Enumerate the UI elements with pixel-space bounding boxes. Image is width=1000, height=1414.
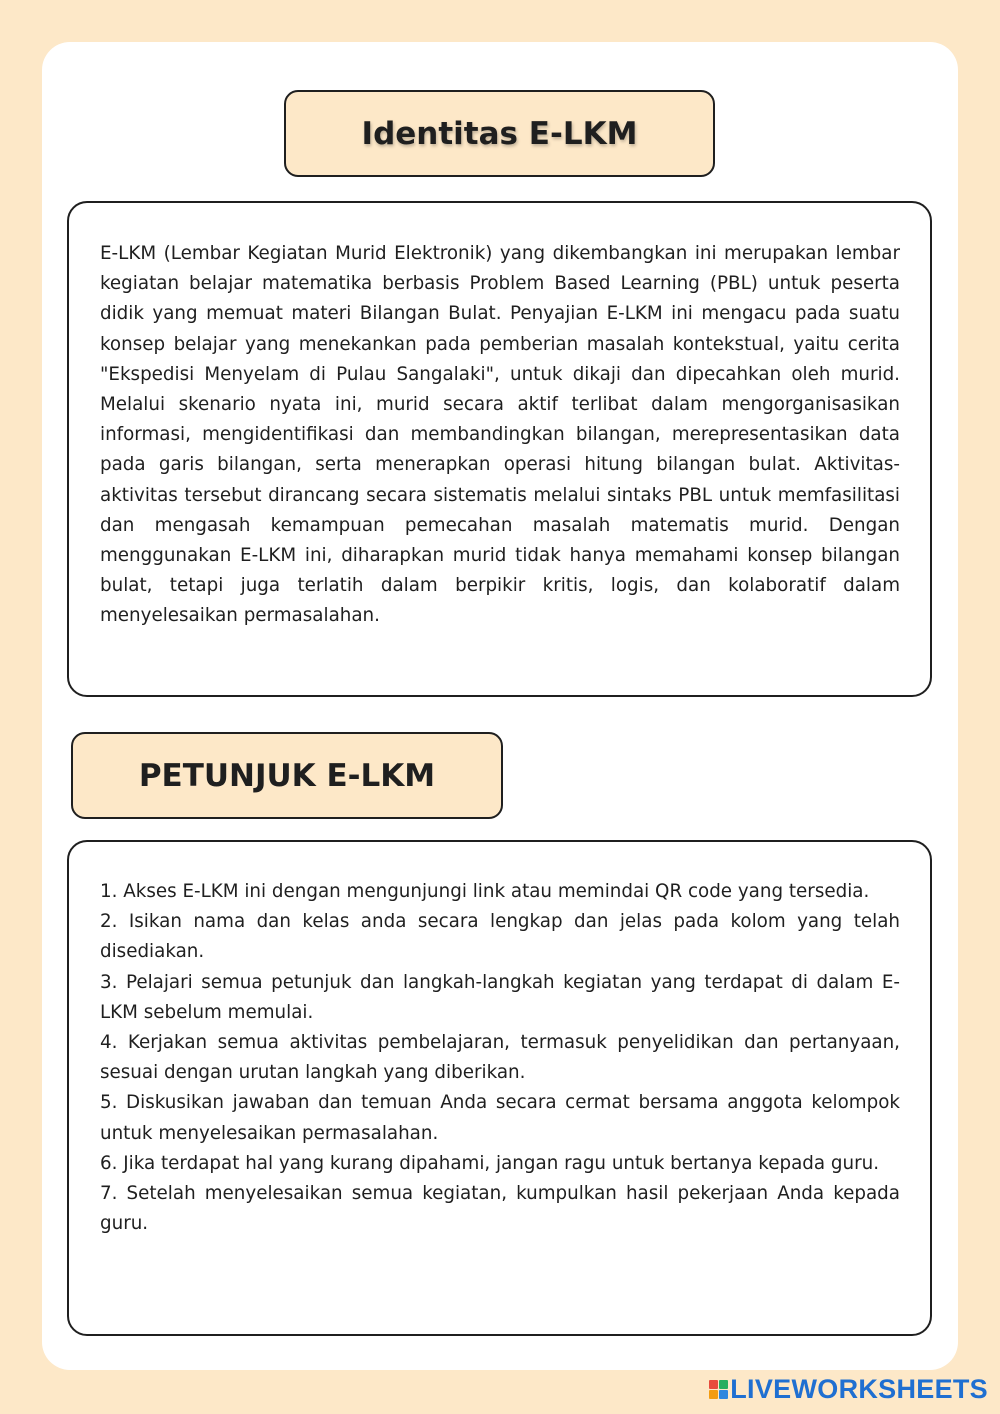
identitas-content-box [67,201,932,697]
identitas-description: E-LKM (Lembar Kegiatan Murid Elektronik) yang dikembangkan ini merupakan lembar kegiatan belajar matematika berbasis Problem Based Learning (PBL) untuk peserta didik yang memuat materi Bilangan Bulat. Penyajian E-LKM ini mengacu pada suatu konsep belajar yang menekankan pada pemberian masalah kontekstual, yaitu cerita "Ekspedisi Menyelam di Pulau Sangalaki", untuk dikaji dan dipecahkan oleh murid. Melalui skenario nyata ini, murid secara aktif terlibat dalam mengorganisasikan informasi, mengidentifikasi dan membandingkan bilangan, merepresentasikan data pada garis bilangan, serta menerapkan operasi hitung bilangan bulat. Aktivitas-aktivitas tersebut dirancang secara sistematis melalui sintaks PBL untuk memfasilitasi dan mengasah kemampuan pemecahan masalah matematis murid. Dengan menggunakan E-LKM ini, diharapkan murid tidak hanya memahami konsep bilangan bulat, tetapi juga terlatih dalam berpikir kritis, logis, dan kolaboratif dalam menyelesaikan permasalahan. [100,243,900,627]
identitas-title: Identitas E-LKM [361,115,638,152]
logo-tile-blue [719,1390,728,1399]
logo-tile-orange [709,1390,718,1399]
liveworksheets-logo-icon [709,1380,728,1399]
identitas-title-box [284,90,715,177]
petunjuk-step-3: 3. Pelajari semua petunjuk dan langkah-langkah kegiatan yang terdapat di dalam E-LKM sebelum memulai. [100,971,900,1023]
petunjuk-title-box [71,732,503,819]
petunjuk-step-6: 6. Jika terdapat hal yang kurang dipahami, jangan ragu untuk bertanya kepada guru. [100,1152,880,1174]
worksheet-page [42,42,958,1370]
petunjuk-step-5: 5. Diskusikan jawaban dan temuan Anda secara cermat bersama anggota kelompok untuk menyelesaikan permasalahan. [100,1092,900,1144]
petunjuk-step-1: 1. Akses E-LKM ini dengan mengunjungi link atau memindai QR code yang tersedia. [100,881,870,902]
petunjuk-content-box [67,840,932,1336]
petunjuk-step-7: 7. Setelah menyelesaikan semua kegiatan, kumpulkan hasil pekerjaan Anda kepada guru. [100,1183,900,1235]
petunjuk-steps-list [100,877,900,1239]
petunjuk-step-4: 4. Kerjakan semua aktivitas pembelajaran, termasuk penyelidikan dan pertanyaan, sesuai dengan urutan langkah yang diberikan. [100,1032,900,1084]
logo-tile-red [709,1380,718,1389]
petunjuk-step-2: 2. Isikan nama dan kelas anda secara lengkap dan jelas pada kolom yang telah disediakan. [100,911,900,963]
liveworksheets-footer[interactable] [709,1374,988,1405]
logo-tile-green [719,1380,728,1389]
liveworksheets-brand: LIVEWORKSHEETS [730,1374,988,1404]
petunjuk-title: PETUNJUK E-LKM [138,757,436,794]
